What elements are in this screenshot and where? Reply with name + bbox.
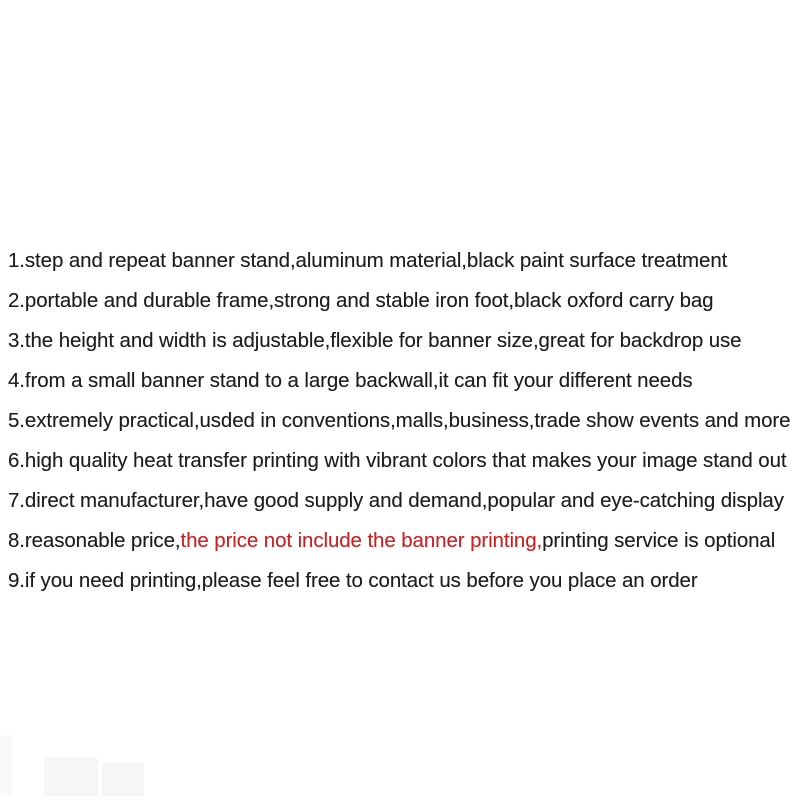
scan-artifact xyxy=(102,762,144,796)
feature-list xyxy=(8,241,800,601)
price-warning-text: the price not include the banner printing, xyxy=(180,529,543,552)
feature-line-6: 6.high quality heat transfer printing with vibrant colors that makes your image stand out xyxy=(8,449,787,472)
feature-line-5: 5.extremely practical,usded in conventions,malls,business,trade show events and more xyxy=(8,409,791,432)
feature-line-4: 4.from a small banner stand to a large backwall,it can fit your different needs xyxy=(8,369,693,392)
feature-line-8-suffix: printing service is optional xyxy=(542,529,776,552)
scan-artifact xyxy=(44,758,98,796)
feature-line-2: 2.portable and durable frame,strong and stable iron foot,black oxford carry bag xyxy=(8,289,714,312)
feature-line-9: 9.if you need printing,please feel free to contact us before you place an order xyxy=(8,569,698,592)
scan-artifact xyxy=(0,735,12,795)
feature-line-8 xyxy=(8,521,800,561)
feature-line-7: 7.direct manufacturer,have good supply and demand,popular and eye-catching display xyxy=(8,489,784,512)
feature-line-3: 3.the height and width is adjustable,flexible for banner size,great for backdrop use xyxy=(8,329,742,352)
feature-line-8-prefix: 8.reasonable price, xyxy=(8,529,181,552)
feature-line-1: 1.step and repeat banner stand,aluminum material,black paint surface treatment xyxy=(8,249,728,272)
